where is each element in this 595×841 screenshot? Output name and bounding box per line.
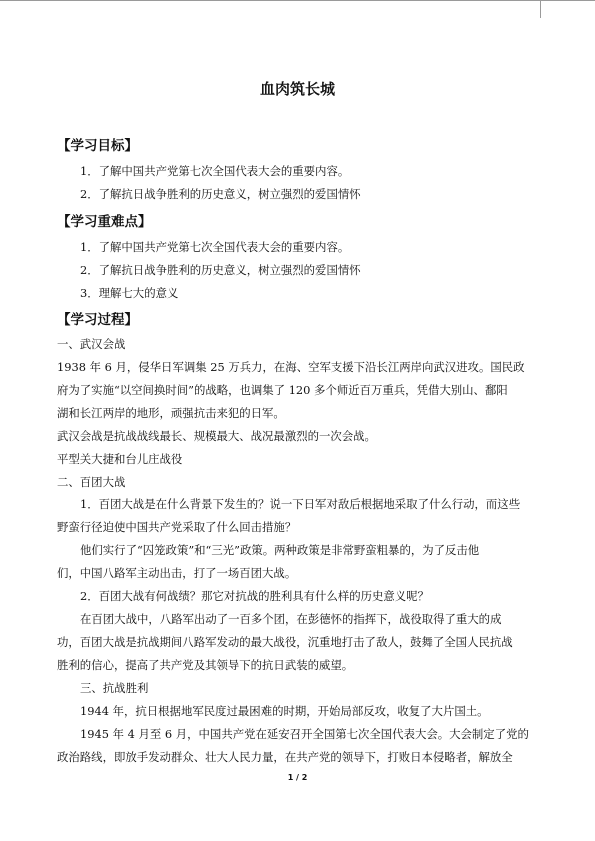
keypoint-item-2: 2．了解抗日战争胜利的历史意义，树立强烈的爱国情怀 — [80, 263, 361, 277]
paragraph-line: 1945 年 4 月至 6 月，中国共产党在延安召开全国第七次全国代表大会。大会制定了党的 — [80, 727, 529, 741]
keypoint-item-1: 1．了解中国共产党第七次全国代表大会的重要内容。 — [80, 240, 350, 254]
paragraph-line: 在百团大战中，八路军出动了一百多个团，在彭德怀的指挥下，战役取得了重大的成 — [80, 612, 502, 626]
paragraph-line: 湖和长江两岸的地形，顽强抗击来犯的日军。 — [57, 406, 285, 420]
section-heading-process: 【学习过程】 — [57, 312, 138, 328]
section-heading-keypoints: 【学习重难点】 — [57, 214, 152, 230]
paragraph-line: 1938 年 6 月，侵华日军调集 25 万兵力，在海、空军支援下沿长江两岸向武汉进攻。国民政 — [57, 360, 525, 374]
paragraph-line: 们，中国八路军主动出击，打了一场百团大战。 — [57, 566, 297, 580]
paragraph-line: 政治路线，即放手发动群众、壮大人民力量，在共产党的领导下，打败日本侵略者，解放全 — [57, 750, 513, 764]
paragraph-line: 胜利的信心，提高了共产党及其领导下的抗日武装的威望。 — [57, 658, 354, 672]
header-tick — [540, 0, 541, 18]
subheading-wuhan: 一、武汉会战 — [57, 337, 126, 351]
page-number: 1 / 2 — [287, 773, 308, 782]
paragraph-line: 2．百团大战有何战绩？那它对抗战的胜利具有什么样的历史意义呢？ — [80, 589, 429, 603]
paragraph-line: 他们实行了“囚笼政策”和“三光”政策。两种政策是非常野蛮粗暴的，为了反击他 — [80, 543, 480, 557]
section-heading-goals: 【学习目标】 — [57, 138, 138, 154]
goal-item-2: 2．了解抗日战争胜利的历史意义，树立强烈的爱国情怀 — [80, 187, 361, 201]
paragraph-line: 平型关大捷和台儿庄战役 — [57, 452, 183, 466]
paragraph-line: 野蛮行径迫使中国共产党采取了什么回击措施？ — [57, 520, 297, 534]
paragraph-line: 1．百团大战是在什么背景下发生的？说一下日军对敌后根据地采取了什么行动，而这些 — [80, 497, 521, 511]
paragraph-line: 功，百团大战是抗战期间八路军发动的最大战役，沉重地打击了敌人，鼓舞了全国人民抗战 — [57, 635, 513, 649]
goal-item-1: 1．了解中国共产党第七次全国代表大会的重要内容。 — [80, 164, 350, 178]
subheading-baituan: 二、百团大战 — [57, 475, 126, 489]
paragraph-line: 武汉会战是抗战战线最长、规模最大、战况最激烈的一次会战。 — [57, 429, 376, 443]
keypoint-item-3: 3．理解七大的意义 — [80, 286, 179, 300]
header-rule — [0, 0, 595, 1]
paragraph-line: 1944 年，抗日根据地军民度过最困难的时期，开始局部反攻，收复了大片国土。 — [80, 704, 489, 718]
paragraph-line: 府为了实施“以空间换时间”的战略，也调集了 120 多个师近百万重兵，凭借大别山、鄱阳 — [57, 383, 508, 397]
subheading-victory: 三、抗战胜利 — [80, 681, 149, 695]
document-title: 血肉筑长城 — [259, 80, 335, 98]
